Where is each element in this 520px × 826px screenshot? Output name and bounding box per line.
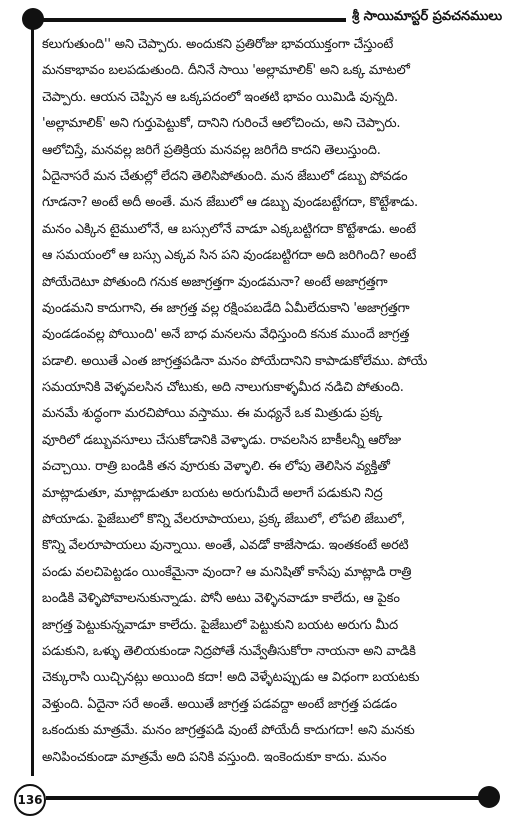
- body-text: [42, 32, 500, 772]
- text-line: ఏదైనాసరే మన చేతుల్లో లేదని తెలిసిపోతుంది. మన జేబులో డబ్బు పోవడం: [42, 168, 408, 184]
- text-line: 'అల్లామాలిక్' అని గుర్తుపెట్టుకో, దానిని గురించే ఆలోచించు, అని చెప్పారు.: [42, 116, 401, 132]
- text-line: పోయేదెటూ పోతుంది గనుక అజాగ్రత్తగా వుండమనా? అంటే అజాగ్రత్తగా: [42, 274, 388, 290]
- footer-rule: [46, 796, 494, 800]
- text-line: వుండమని కాదుగాని, ఈ జాగ్రత్త వల్ల రక్షింపబడేది ఏమీలేదుకాని 'అజాగ్రత్తగా: [42, 300, 410, 316]
- running-header-title: శ్రీ సాయిమాస్టర్ ప్రవచనములు: [352, 9, 503, 24]
- text-line: మనం ఎక్కిన టైములోనే, ఆ బస్సులోనే వాడూ ఎక్కబట్టిగదా కొట్టేశాడు. అంటే: [42, 221, 416, 237]
- footer-bullet-dot: [478, 786, 500, 808]
- text-line: అనిపించకుండా మాత్రమే అది పనికి వస్తుంది. ఇంకెందుకూ కాదు. మనం: [42, 749, 387, 765]
- text-line: పడాలి. అయితే ఎంత జాగ్రత్తపడినా మనం పోయేదానిని కాపాడుకోలేము. పోయే: [42, 353, 428, 369]
- text-line: ఒకందుకు మాత్రమే. మనం జాగ్రత్తపడి వుంటే పోయేదీ కాదుగదా! అని మనకు: [42, 723, 415, 739]
- text-line: పండు వలచిపెట్టడం యింకేమైనా వుందా? ఆ మనిషితో కాసేపు మాట్లాడి రాత్రి: [42, 564, 412, 580]
- text-line: కొన్ని వేలరూపాయలు వున్నాయి. అంతే, ఎవడో కాజేసాడు. ఇంతకంటే అరటి: [42, 538, 409, 554]
- left-margin-rule: [31, 28, 34, 776]
- page-number: 136: [14, 784, 46, 816]
- text-line: ఆ సమయంలో ఆ బస్సు ఎక్కవ సిన పని వుండబట్టిగదా అది జరిగింది? అంటే: [42, 248, 417, 264]
- text-line: చెక్కురాసి యిచ్చినట్లు అయింది కదా! అది వెళ్ళేటప్పుడు ఆ విధంగా బయటకు: [42, 670, 420, 686]
- text-line: కలుగుతుంది'' అని చెప్పారు. అందుకని ప్రతిరోజు భావయుక్తంగా చేస్తుంటే: [42, 37, 394, 52]
- text-line: సమయానికి వెళ్ళవలసిన చోటుకు, అది నాలుగుకాళ్ళమీద నడిచి పోతుంది.: [42, 380, 404, 396]
- text-line: బండికి వెళ్ళిపోవాలనుకున్నాడు. పోనీ అటు వెళ్ళినవాడూ కాలేదు, ఆ పైకం: [42, 591, 400, 607]
- text-line: జాగ్రత్త పెట్టుకున్నవాడూ కాలేదు. పైజేబులో పెట్టుకుని బయట అరుగు మీద: [42, 617, 398, 633]
- text-line: చెప్పారు. ఆయన చెప్పిన ఆ ఒక్కపదంలో ఇంతటి భావం యిమిడి వున్నది.: [42, 89, 398, 105]
- header-rule: [36, 18, 346, 22]
- text-line: పోయాడు. పైజేబులో కొన్ని వేలరూపాయలు, ప్రక్క జేబులో, లోపలి జేబులో,: [42, 512, 405, 528]
- text-line: మనకాభావం బలపడుతుంది. దీనినే సాయి 'అల్లామాలిక్' అని ఒక్క మాటలో: [42, 63, 410, 79]
- text-line: గూడనా? అంటే అదీ అంతే. మన జేబులో ఆ డబ్బు వుండబట్టేగదా, కొట్టేశాడు.: [42, 195, 418, 211]
- text-line: మాట్లాడుతూ, మాట్లాడుతూ బయట అరుగుమీదే అలాగే పడుకుని నిద్ర: [42, 485, 383, 501]
- text-line: వెళ్తుంది. ఏదైనా సరే అంతే. అయితే జాగ్రత్త పడవద్దా అంటే జాగ్రత్త పడడం: [42, 696, 397, 712]
- text-line: వూరిలో డబ్బువసూలు చేసుకోడానికి వెళ్ళాడు. రావలసిన బాకీలన్నీ ఆరోజు: [42, 432, 401, 448]
- text-line: వుండడంవల్ల పోయింది' అనే బాధ మనలను వేధిస్తుంది కనుక ముందే జాగ్రత్త: [42, 327, 410, 343]
- text-line: పడుకుని, ఒళ్ళు తెలియకుండా నిద్రపోతే నువ్వేతీసుకోరా నాయనా అని వాడికి: [42, 643, 416, 659]
- text-line: మనమే శుద్ధంగా మరచిపోయి వస్తాము. ఈ మధ్యనే ఒక మిత్రుడు ప్రక్క: [42, 406, 383, 422]
- text-line: వచ్చాయి. రాత్రి బండికి తన వూరుకు వెళ్ళాలి. ఈ లోపు తెలిసిన వ్యక్తితో: [42, 459, 390, 475]
- text-line: ఆలోచిస్తే, మనవల్ల జరిగే ప్రతిక్రియ మనవల్ల జరిగేది కాదని తెలుస్తుంది.: [42, 142, 381, 158]
